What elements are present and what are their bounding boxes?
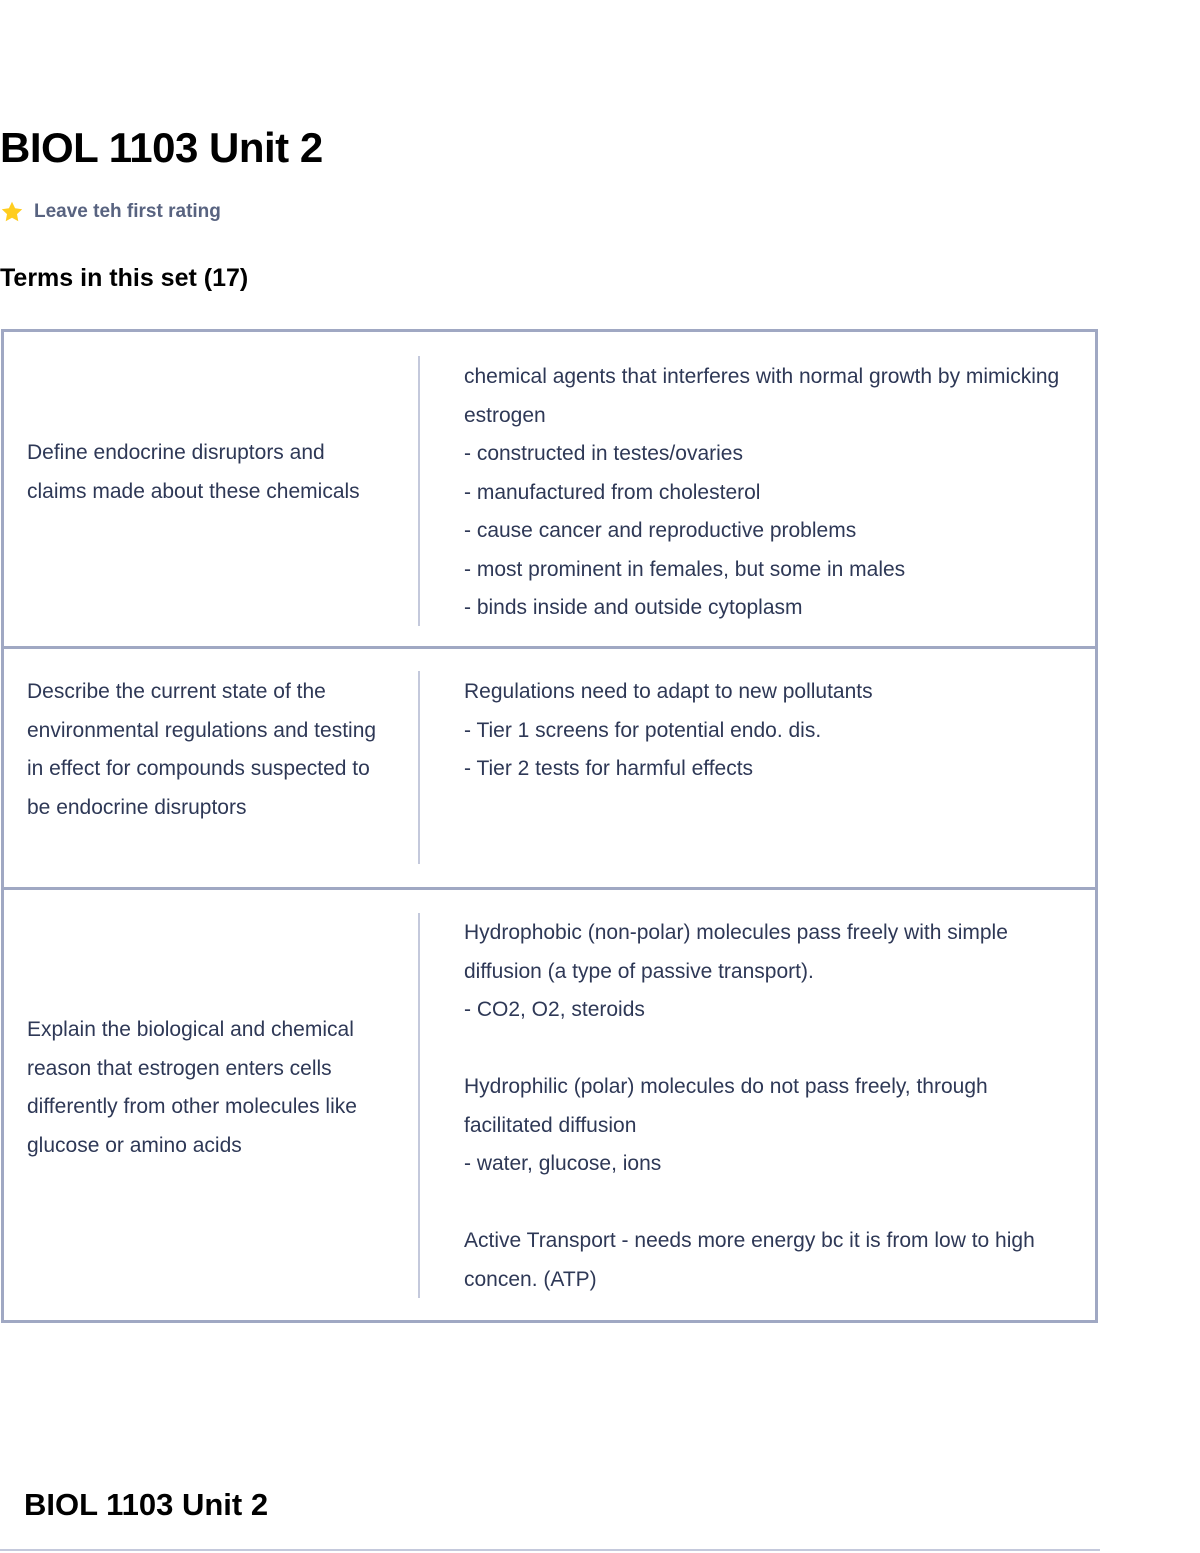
card-term: Define endocrine disruptors and claims made about these chemicals [27, 441, 360, 503]
footer-divider [0, 1549, 1100, 1551]
page-title: BIOL 1103 Unit 2 [0, 124, 323, 171]
rating-link[interactable] [0, 200, 221, 224]
term-card [1, 890, 1098, 1323]
terms-heading: Terms in this set (17) [0, 264, 249, 292]
card-definition: Regulations need to adapt to new pollutants - Tier 1 screens for potential endo. dis. - Tier 2 tests for harmful effects [464, 680, 873, 780]
term-card [1, 649, 1098, 890]
card-definition: Hydrophobic (non-polar) molecules pass freely with simple diffusion (a type of passive transport). - CO2, O2, steroids Hydrophilic (polar) molecules do not pass freely, through facilitated diffusion - water, glucose, ions Active Transport - needs more energy bc it is from low to high concen. (ATP) [464, 921, 1035, 1291]
card-term: Describe the current state of the environmental regulations and testing in effect for compounds suspected to be endocrine disruptors [27, 680, 377, 819]
card-divider [418, 671, 420, 864]
card-definition: chemical agents that interferes with normal growth by mimicking estrogen - constructed in testes/ovaries - manufactured from cholesterol - cause cancer and reproductive problems - most prominent in females, but some in males - binds inside and outside cytoplasm [464, 365, 1060, 619]
card-divider [418, 913, 420, 1298]
term-card [1, 329, 1098, 649]
rating-label[interactable]: Leave teh first rating [34, 201, 221, 222]
card-term: Explain the biological and chemical reason that estrogen enters cells differently from other molecules like glucose or amino acids [27, 1018, 357, 1157]
footer-title: BIOL 1103 Unit 2 [24, 1487, 269, 1522]
star-icon [0, 200, 24, 224]
card-divider [418, 356, 420, 626]
